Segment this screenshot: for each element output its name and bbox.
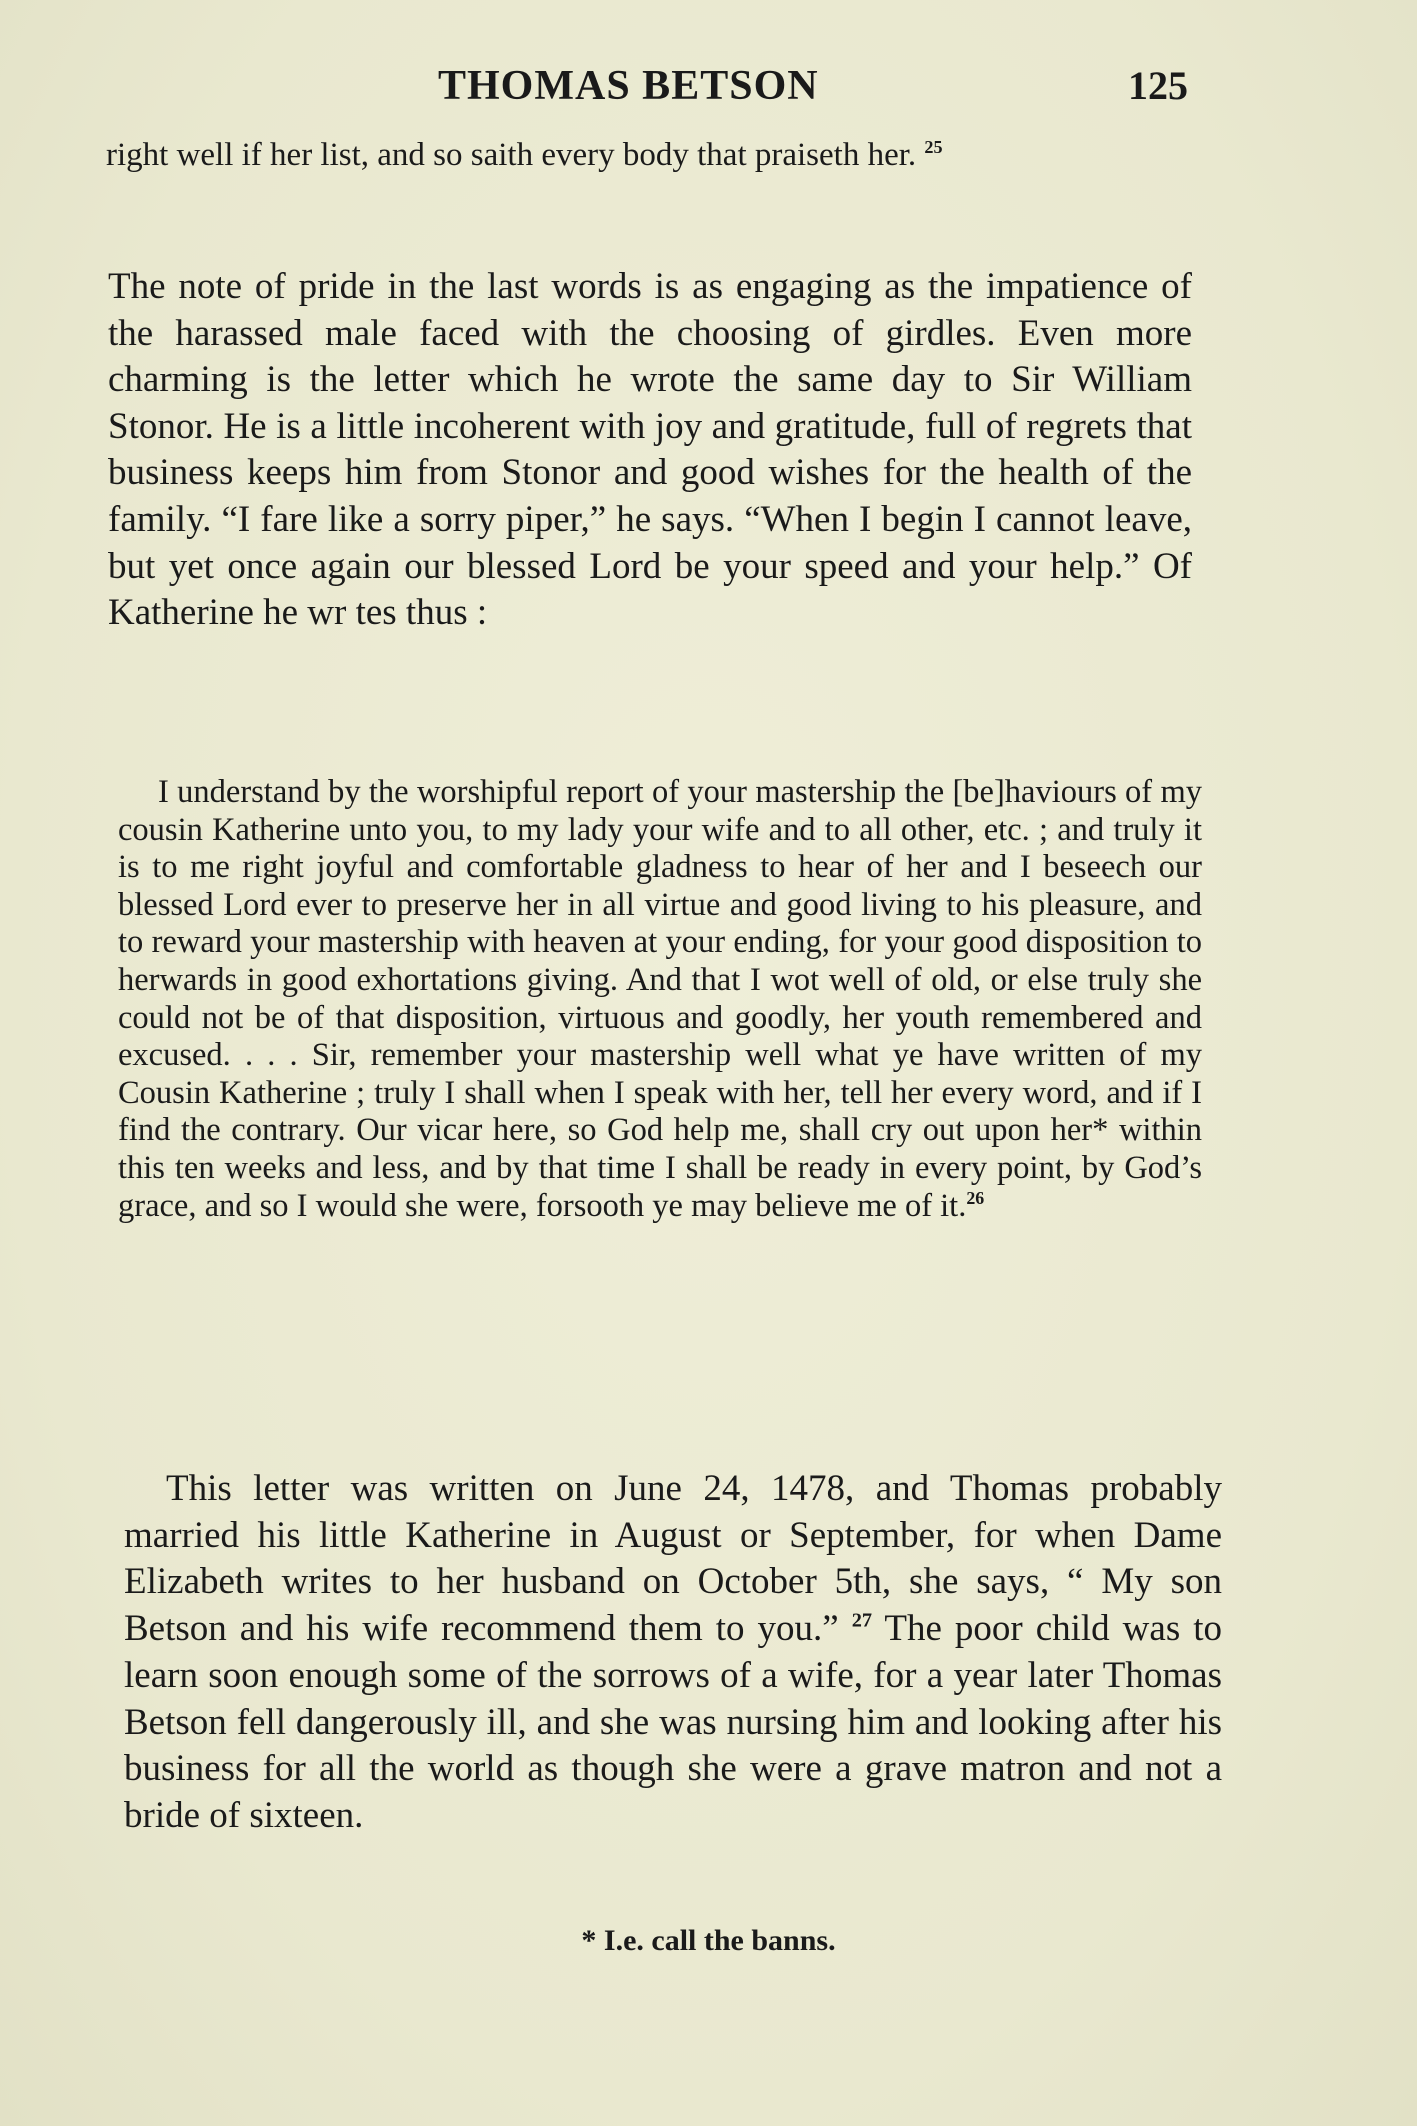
note-reference-26: 26 bbox=[966, 1187, 985, 1208]
footnote: * I.e. call the banns. bbox=[581, 1924, 836, 1957]
letter-quotation bbox=[118, 774, 1202, 1225]
quote-continuation-text: right well if her list, and so saith every body that praiseth her. bbox=[106, 137, 917, 173]
body-paragraph-2-text-1: This letter was written on June 24, 1478, and Thomas probably married his little Katherine in August or September, for when Dame Elizabeth writes to her husband on October 5th, she says, “ My son Betson and his wife recommend them to you.” bbox=[124, 1468, 1222, 1650]
letter-quotation-text-1: I understand by the worshipful report of your mastership the [be]haviours of my cousin Katherine unto you, to my lady your wife and to all other, etc. ; and truly it is to me right joyful and comfortable gladness to hear of her and I beseech our blessed Lord ever to preserve her in all virtue and good living to his pleasure, and to reward your mastership with heaven at your ending, for your good disposition to herwards in good exhortations giving. And that I wot well of old, or else truly she could not be of that disposition, virtuous and goodly, her youth remembered and excused. . . . Sir, remember your mastership well what ye have written of my Cousin Katherine ; truly I shall when I speak with her, tell her every word, and if I find the contrary. Our vicar here, so God help me, shall cry out upon her bbox=[118, 774, 1202, 1149]
page-number: 125 bbox=[1128, 63, 1188, 108]
quote-continuation bbox=[106, 136, 1188, 174]
footnote-marker: * bbox=[1092, 1112, 1109, 1149]
letter-quotation-text-2: within this ten weeks and less, and by that time I shall be ready in every point, by God’s grace, and so I would she were, forsooth ye may believe me of it. bbox=[118, 1112, 1203, 1224]
page-header bbox=[108, 62, 1188, 112]
body-paragraph-2 bbox=[124, 1466, 1222, 1840]
body-paragraph-1 bbox=[108, 264, 1192, 637]
body-paragraph-2-text-2: The poor child was to learn soon enough some of the sorrows of a wife, for a year later Thomas Betson fell dangerously ill, and she was nursing him and looking after his business for all the world as though she were a grave matron and not a bride of sixteen. bbox=[124, 1608, 1222, 1836]
running-title: THOMAS BETSON bbox=[438, 63, 819, 109]
body-paragraph-1-text: The note of pride in the last words is as engaging as the impatience of the harassed male faced with the choosing of girdles. Even more charming is the letter which he wrote the same day to Sir William Stonor. He is a little incoherent with joy and gratitude, full of regrets that business keeps him from Stonor and good wishes for the health of the family. “I fare like a sorry piper,” he says. “When I begin I cannot leave, but yet once again our blessed Lord be your speed and your help.” Of Katherine he wr tes thus : bbox=[108, 266, 1192, 634]
note-reference-27: 27 bbox=[851, 1609, 873, 1632]
note-reference-25: 25 bbox=[924, 137, 943, 157]
